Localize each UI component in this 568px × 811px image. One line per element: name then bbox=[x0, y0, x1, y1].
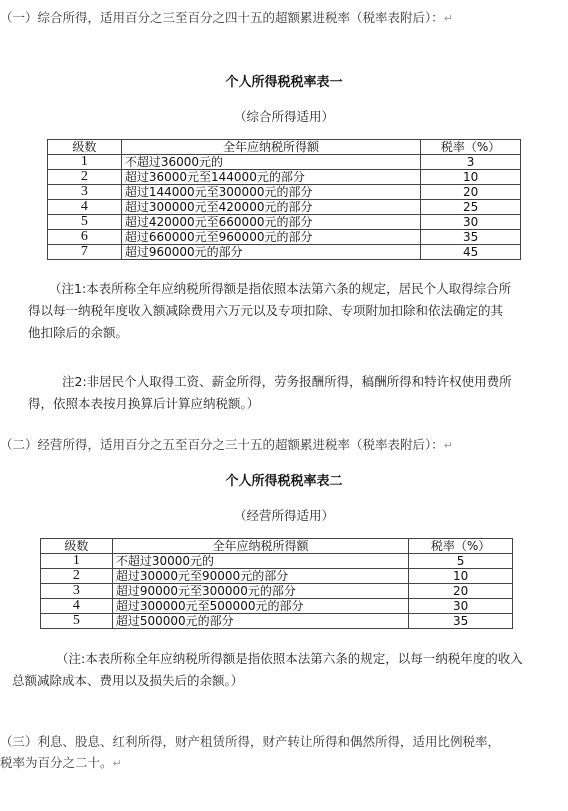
cell-rate: 45 bbox=[421, 245, 521, 260]
cell-range: 超过90000元至300000元的部分 bbox=[112, 584, 408, 599]
cell-range: 超过960000元的部分 bbox=[121, 245, 420, 260]
note-line: （注1:本表所称全年应纳税所得额是指依照本法第六条的规定，居民个人取得综合所 bbox=[49, 281, 512, 296]
table-row bbox=[41, 614, 513, 629]
cell-range: 超过144000元至300000元的部分 bbox=[121, 185, 420, 200]
return-mark-icon: ↵ bbox=[443, 439, 453, 452]
table-header-row bbox=[48, 140, 521, 155]
note-line: 总额减除成本、费用以及损失后的余额。） bbox=[12, 673, 244, 688]
note-line: 得以每一纳税年度收入额减除费用六万元以及专项扣除、专项附加扣除和依法确定的其 bbox=[28, 303, 504, 318]
tax-rate-table-2 bbox=[40, 538, 513, 629]
note-line: 得，依照本表按月换算后计算应纳税额。） bbox=[28, 396, 260, 411]
table1-note1 bbox=[28, 278, 512, 344]
cell-range: 超过420000元至660000元的部分 bbox=[121, 215, 420, 230]
table-row bbox=[41, 554, 513, 569]
cell-level: 6 bbox=[48, 230, 122, 245]
cell-level: 3 bbox=[41, 584, 113, 599]
cell-level: 5 bbox=[48, 215, 122, 230]
cell-rate: 20 bbox=[421, 185, 521, 200]
table-row bbox=[48, 185, 521, 200]
cell-range: 超过660000元至960000元的部分 bbox=[121, 230, 420, 245]
note-line: （注:本表所称全年应纳税所得额是指依照本法第六条的规定，以每一纳税年度的收入 bbox=[56, 651, 523, 666]
return-mark-icon: ↵ bbox=[443, 12, 453, 25]
cell-range: 不超过36000元的 bbox=[121, 155, 420, 170]
table-row bbox=[48, 170, 521, 185]
table-row bbox=[41, 584, 513, 599]
return-mark-icon: ↵ bbox=[112, 757, 122, 770]
column-header-level: 级数 bbox=[41, 539, 113, 554]
column-header-income: 全年应纳税所得额 bbox=[121, 140, 420, 155]
cell-range: 超过36000元至144000元的部分 bbox=[121, 170, 420, 185]
table-row bbox=[48, 230, 521, 245]
table2-note bbox=[12, 648, 523, 692]
section2-heading-text: （二）经营所得，适用百分之五至百分之三十五的超额累进税率（税率表附后）： bbox=[0, 437, 444, 452]
cell-range: 超过30000元至90000元的部分 bbox=[112, 569, 408, 584]
table-row bbox=[41, 569, 513, 584]
cell-level: 2 bbox=[48, 170, 122, 185]
tax-rate-table-1 bbox=[47, 139, 521, 260]
column-header-rate: 税率（%） bbox=[421, 140, 521, 155]
cell-rate: 10 bbox=[421, 170, 521, 185]
cell-range: 超过300000元至500000元的部分 bbox=[112, 599, 408, 614]
cell-level: 7 bbox=[48, 245, 122, 260]
cell-rate: 35 bbox=[421, 230, 521, 245]
cell-rate: 20 bbox=[409, 584, 513, 599]
section3-line2-text: 税率为百分之二十。 bbox=[0, 755, 113, 770]
cell-rate: 10 bbox=[409, 569, 513, 584]
section1-heading-text: （一）综合所得，适用百分之三至百分之四十五的超额累进税率（税率表附后）： bbox=[0, 10, 444, 25]
table-row bbox=[48, 245, 521, 260]
cell-level: 1 bbox=[41, 554, 113, 569]
note-line: 注2:非居民个人取得工资、薪金所得，劳务报酬所得，稿酬所得和特许权使用费所 bbox=[62, 374, 512, 389]
column-header-level: 级数 bbox=[48, 140, 122, 155]
cell-range: 不超过30000元的 bbox=[112, 554, 408, 569]
table-header-row bbox=[41, 539, 513, 554]
note-line: 他扣除后的余额。 bbox=[28, 325, 129, 340]
cell-rate: 30 bbox=[421, 215, 521, 230]
table-row bbox=[48, 155, 521, 170]
column-header-income: 全年应纳税所得额 bbox=[112, 539, 408, 554]
section3-line1: （三）利息、股息、红利所得，财产租赁所得，财产转让所得和偶然所得，适用比例税率， bbox=[0, 734, 501, 749]
section2-heading bbox=[0, 436, 453, 455]
cell-rate: 3 bbox=[421, 155, 521, 170]
section3-line2 bbox=[0, 754, 122, 773]
cell-level: 4 bbox=[48, 200, 122, 215]
cell-range: 超过300000元至420000元的部分 bbox=[121, 200, 420, 215]
cell-level: 1 bbox=[48, 155, 122, 170]
table1-title: 个人所得税税率表一 bbox=[225, 75, 343, 90]
table-row bbox=[41, 599, 513, 614]
column-header-rate: 税率（%） bbox=[409, 539, 513, 554]
section1-heading bbox=[0, 9, 453, 28]
cell-rate: 30 bbox=[409, 599, 513, 614]
cell-rate: 25 bbox=[421, 200, 521, 215]
cell-level: 2 bbox=[41, 569, 113, 584]
table2-title: 个人所得税税率表二 bbox=[225, 474, 343, 489]
table1-note2 bbox=[28, 371, 512, 415]
cell-rate: 35 bbox=[409, 614, 513, 629]
table2-subtitle: （经营所得适用） bbox=[233, 508, 334, 523]
table1-subtitle: （综合所得适用） bbox=[233, 109, 334, 124]
cell-range: 超过500000元的部分 bbox=[112, 614, 408, 629]
cell-level: 3 bbox=[48, 185, 122, 200]
cell-level: 5 bbox=[41, 614, 113, 629]
table-row bbox=[48, 200, 521, 215]
cell-rate: 5 bbox=[409, 554, 513, 569]
table-row bbox=[48, 215, 521, 230]
cell-level: 4 bbox=[41, 599, 113, 614]
